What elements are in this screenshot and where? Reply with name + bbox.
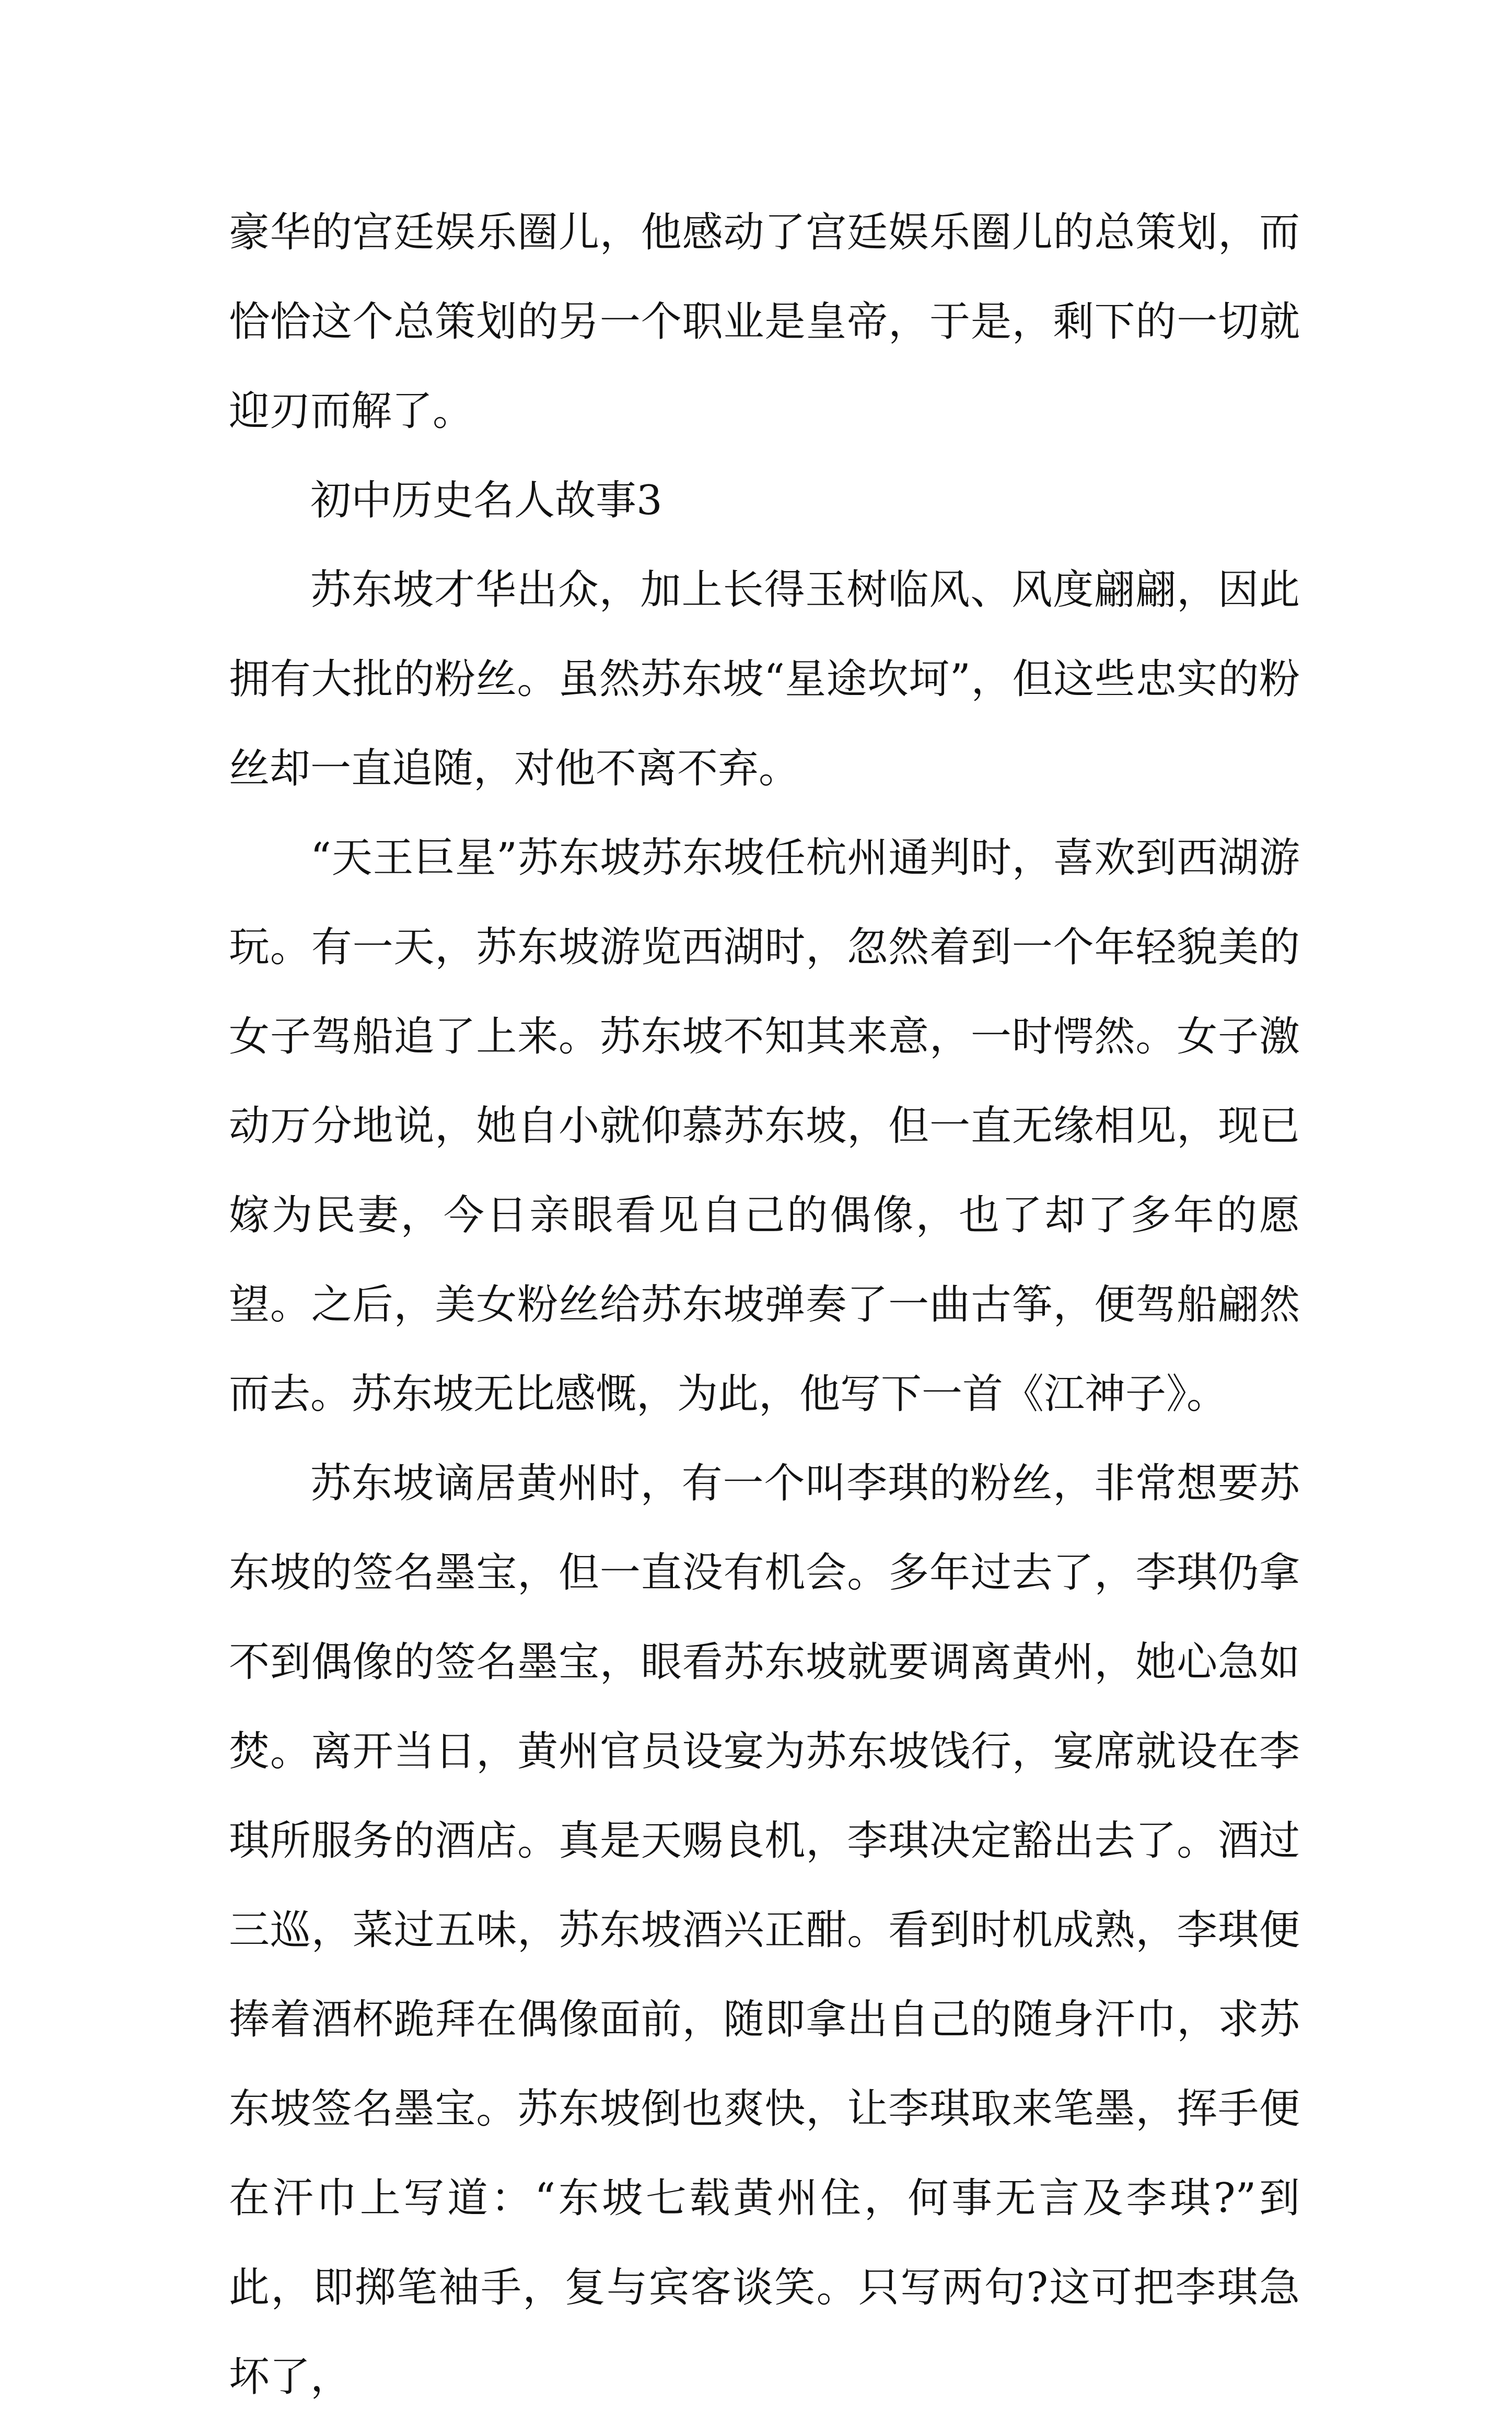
- section-heading: 初中历史名人故事3: [310, 477, 662, 524]
- body-text: [229, 188, 1300, 2422]
- paragraph: 苏东坡谪居黄州时，有一个叫李琪的粉丝，非常想要苏东坡的签名墨宝，但一直没有机会。多年过去了，李琪仍拿不到偶像的签名墨宝，眼看苏东坡就要调离黄州，她心急如焚。离开当日，黄州官员设宴为苏东坡饯行，宴席就设在李琪所服务的酒店。真是天赐良机，李琪决定豁出去了。酒过三巡，菜过五味，苏东坡酒兴正酣。看到时机成熟，李琪便捧着酒杯跪拜在偶像面前，随即拿出自己的随身汗巾，求苏东坡签名墨宝。苏东坡倒也爽快，让李琪取来笔墨，挥手便在汗巾上写道：“东坡七载黄州住，何事无言及李琪?”到此，即掷笔袖手，复与宾客谈笑。只写两句?这可把李琪急坏了，: [229, 1460, 1300, 2401]
- paragraph-continued: 豪华的宫廷娱乐圈儿，他感动了宫廷娱乐圈儿的总策划，而恰恰这个总策划的另一个职业是皇帝，于是，剩下的一切就迎刃而解了。: [229, 209, 1300, 435]
- paragraph: 苏东坡才华出众，加上长得玉树临风、风度翩翩，因此拥有大批的粉丝。虽然苏东坡“星途坎坷”，但这些忠实的粉丝却一直追随，对他不离不弃。: [229, 566, 1300, 792]
- paragraph: “天王巨星”苏东坡苏东坡任杭州通判时，喜欢到西湖游玩。有一天，苏东坡游览西湖时，忽然着到一个年轻貌美的女子驾船追了上来。苏东坡不知其来意，一时愕然。女子激动万分地说，她自小就仰慕苏东坡，但一直无缘相见，现已嫁为民妻，今日亲眼看见自己的偶像，也了却了多年的愿望。之后，美女粉丝给苏东坡弹奏了一曲古筝，便驾船翩然而去。苏东坡无比感慨，为此，他写下一首《江神子》。: [229, 835, 1300, 1418]
